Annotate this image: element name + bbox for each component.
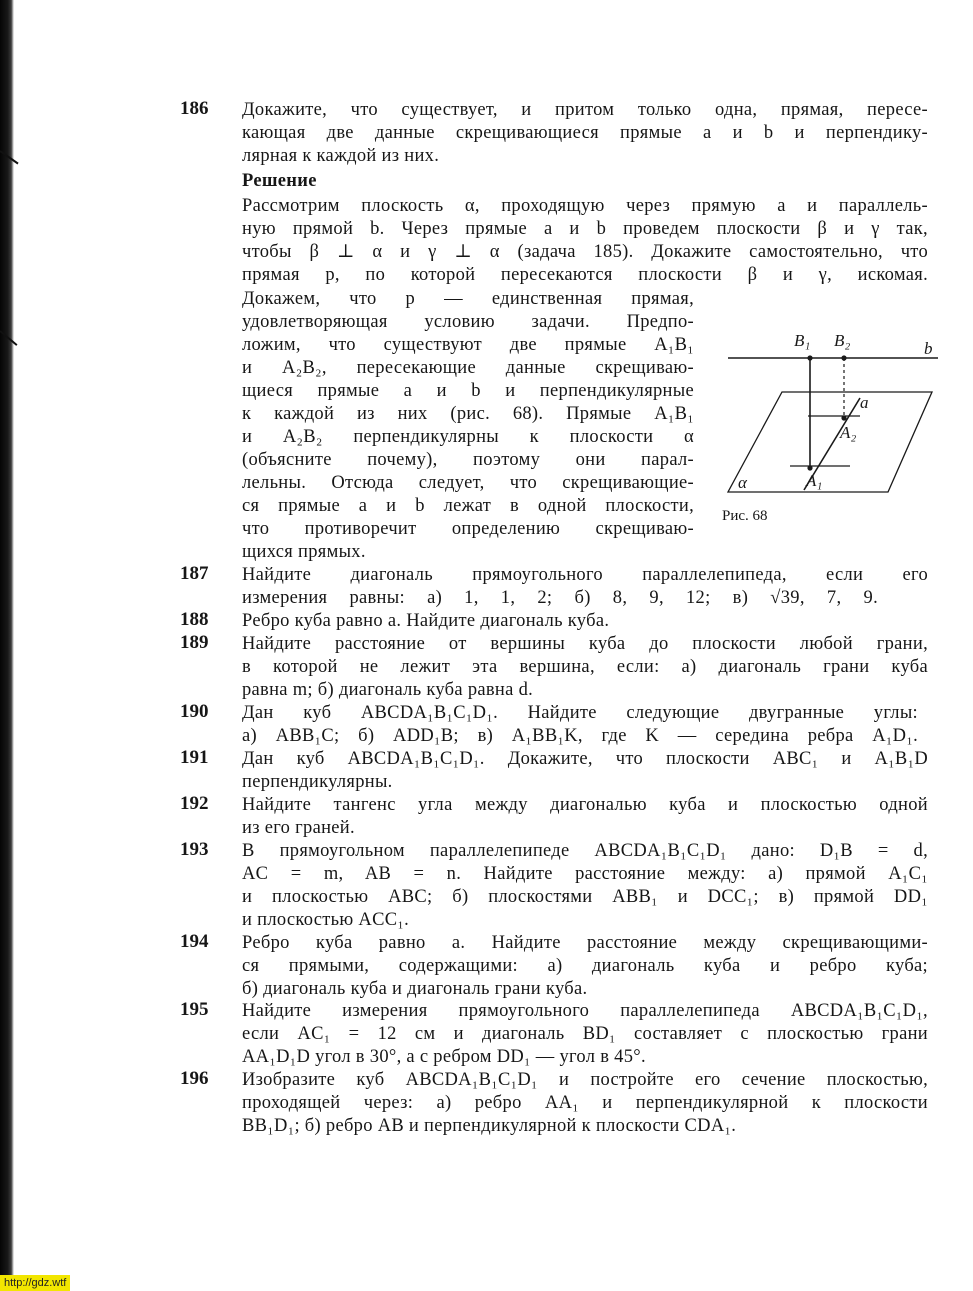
problem-text-line: Найдите расстояние от вершины куба до плоскости любой грани, [242,634,928,654]
solution-line: Рассмотрим плоскость α, проходящую через прямую a и параллель- [242,196,928,216]
solution-line: удовлетворяющая условию задачи. Предпо- [242,312,694,332]
solution-line: Докажем, что p — единственная прямая, [242,289,694,309]
problem-number: 187 [180,563,209,584]
problem-text-line: Найдите измерения прямоугольного параллелепипеда ABCDA₁B₁C₁D₁, [242,1001,928,1021]
label-b: b [924,339,933,358]
solution-line: ную прямой b. Через прямые a и b проведем плоскости β и γ так, [242,219,928,239]
problem-text-line: измерения равны: а) 1, 1, 2; б) 8, 9, 12; в) √39, 7, 9. [242,588,878,608]
figure-caption: Рис. 68 [722,508,768,524]
problem-text-line: Найдите тангенс угла между диагональю куба и плоскостью одной [242,795,928,815]
problem-text-line: б) диагональ куба и диагональ грани куба. [242,979,588,999]
problem-text-line: и плоскостью ABC; б) плоскостями ABB₁ и DCC₁; в) прямой DD₁ [242,887,928,907]
problem-number: 193 [180,839,209,860]
problem-text-line: а) ABB₁C; б) ADD₁B; в) A₁BB₁K, где K — середина ребра A₁D₁. [242,726,918,746]
book-binding-edge [0,0,14,1291]
label-A2: A₂ [840,423,857,442]
problem-text-line: ся прямыми, содержащими: а) диагональ куба и ребро куба; [242,956,928,976]
label-B1: B₁ [794,331,811,350]
problem-text-line: Найдите диагональ прямоугольного параллелепипеда, если его [242,565,928,585]
problem-text-line: Докажите, что существует, и притом только одна, прямая, пересе- [242,100,928,120]
problem-text-line: Изобразите куб ABCDA₁B₁C₁D₁ и постройте его сечение плоскостью, [242,1070,928,1090]
problem-text-line: AC = m, AB = n. Найдите расстояние между: а) прямой A₁C₁ [242,864,928,884]
label-a: a [860,393,869,412]
solution-line: прямая p, по которой пересекаются плоскости β и γ, искомая. [242,265,928,285]
problem-text-line: из его граней. [242,818,355,838]
problem-text-line: В прямоугольном параллелепипеде ABCDA₁B₁C₁D₁ дано: D₁B = d, [242,841,928,861]
problem-text-line: Дан куб ABCDA₁B₁C₁D₁. Найдите следующие двугранные углы: [242,703,918,723]
problem-number: 186 [180,98,209,119]
label-alpha: α [738,473,747,492]
solution-line: что противоречит определению скрещиваю- [242,519,694,539]
problem-number: 190 [180,701,209,722]
problem-text-line: Дан куб ABCDA₁B₁C₁D₁. Докажите, что плоскости ABC₁ и A₁B₁D [242,749,928,769]
problem-text-line: если AC₁ = 12 см и диагональ BD₁ составляет с плоскостью грани [242,1024,928,1044]
problem-text-line: AA₁D₁D угол в 30°, а с ребром DD₁ — угол в 45°. [242,1047,646,1067]
problem-number: 195 [180,999,209,1020]
solution-line: ся прямые a и b лежат в одной плоскости, [242,496,694,516]
problem-text-line: лярная к каждой из них. [242,146,440,166]
problem-text-line: перпендикулярны. [242,772,393,792]
point-A2 [841,415,846,420]
watermark-link[interactable]: http://gdz.wtf [0,1275,70,1291]
solution-line: к каждой из них (рис. 68). Прямые A₁B₁ [242,404,694,424]
label-B2: B₂ [834,331,851,350]
problem-text-line: проходящей через: а) ребро AA₁ и перпендикулярной к плоскости [242,1093,928,1113]
solution-line: чтобы β ⊥ α и γ ⊥ α (задача 185). Докажите самостоятельно, что [242,242,928,262]
solution-line: ложим, что существуют две прямые A₁B₁ [242,335,694,355]
solution-line: и A₂B₂, пересекающие данные скрещиваю- [242,358,694,378]
problem-text-line: и плоскостью ACC₁. [242,910,410,930]
point-B1 [807,355,812,360]
solution-line: щиеся прямые a и b и перпендикулярные [242,381,694,401]
plane-alpha [728,392,932,492]
problem-number: 189 [180,632,209,653]
point-A1 [807,465,812,470]
problem-text-line: Ребро куба равно a. Найдите диагональ куба. [242,611,610,631]
figure-68-diagram [720,326,940,496]
solution-line: щихся прямых. [242,542,366,562]
point-B2 [841,355,846,360]
problem-text-line: Ребро куба равно a. Найдите расстояние между скрещивающими- [242,933,928,953]
problem-number: 188 [180,609,209,630]
problem-number: 192 [180,793,209,814]
solution-line: и A₂B₂ перпендикулярны к плоскости α [242,427,694,447]
problem-number: 194 [180,931,209,952]
label-A1: A₁ [806,471,823,490]
solution-line: лельны. Отсюда следует, что скрещивающие- [242,473,694,493]
problem-number: 191 [180,747,209,768]
problem-text-line: BB₁D₁; б) ребро AB и перпендикулярной к плоскости CDA₁. [242,1116,737,1136]
solution-line: (объясните почему), поэтому они парал- [242,450,694,470]
problem-text-line: в которой не лежит эта вершина, если: а) диагональ грани куба [242,657,928,677]
solution-heading: Решение [242,171,317,191]
problem-text-line: равна m; б) диагональ куба равна d. [242,680,534,700]
problem-text-line: кающая две данные скрещивающиеся прямые a и b и перпендику- [242,123,928,143]
problem-number: 196 [180,1068,209,1089]
